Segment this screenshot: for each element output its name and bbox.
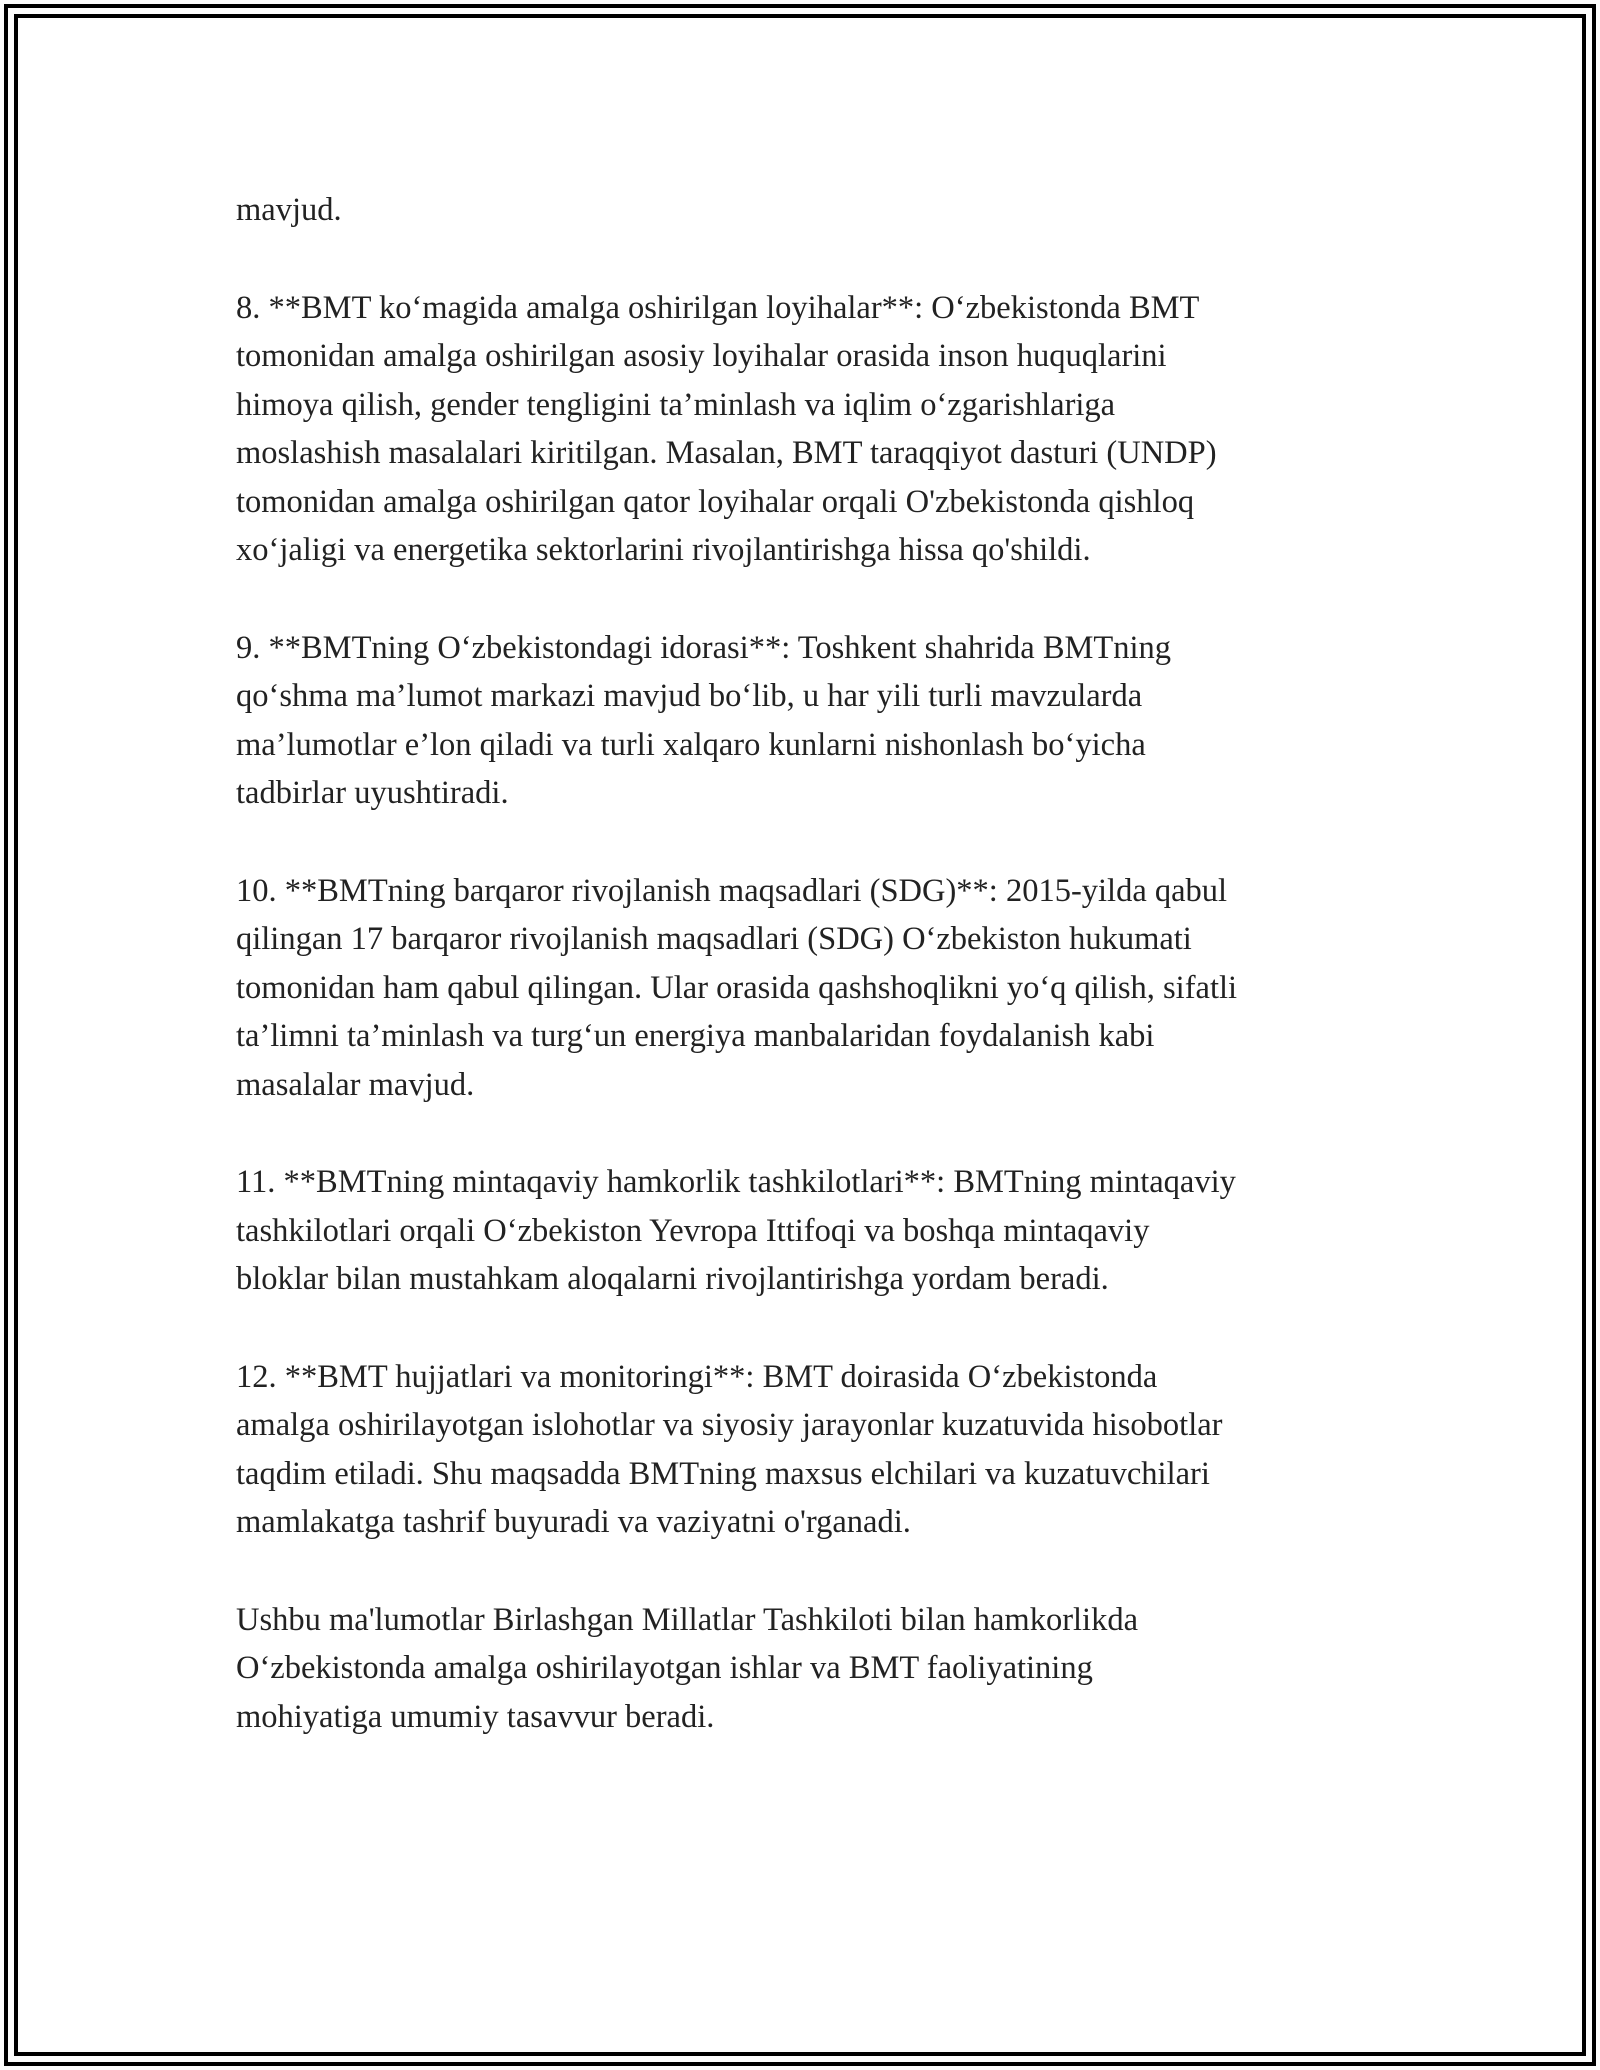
paragraph-item-10: 10. **BMTning barqaror rivojlanish maqsadlari (SDG)**: 2015-yilda qabul qilingan 17 barqaror rivojlanish maqsadlari (SDG) O‘zbekiston hukumati tomonidan ham qabul qilingan. Ular orasida qashshoqlikni yo‘q qilish, sifatli ta’limni ta’minlash va turg‘un energiya manbalaridan foydalanish kabi masalalar mavjud. — [236, 872, 1238, 1103]
paragraph-continuation: mavjud. — [236, 192, 342, 228]
paragraph-item-11: 11. **BMTning mintaqaviy hamkorlik tashkilotlari**: BMTning mintaqaviy tashkilotlari orqali O‘zbekiston Yevropa Ittifoqi va boshqa mintaqaviy bloklar bilan mustahkam aloqalarni rivojlantirishga yordam beradi. — [236, 1164, 1236, 1297]
paragraph-item-9: 9. **BMTning O‘zbekistondagi idorasi**: Toshkent shahrida BMTning qo‘shma ma’lumot markazi mavjud bo‘lib, u har yili turli mavzularda ma’lumotlar e’lon qiladi va turli xalqaro kunlarni nishonlash bo‘yicha tadbirlar uyushtiradi. — [236, 629, 1172, 811]
document-body — [236, 186, 1396, 1790]
paragraph-conclusion: Ushbu ma'lumotlar Birlashgan Millatlar Tashkiloti bilan hamkorlikda O‘zbekistonda amalga oshirilayotgan ishlar va BMT faoliyatining mohiyatiga umumiy tasavvur beradi. — [236, 1601, 1139, 1735]
paragraph-item-12: 12. **BMT hujjatlari va monitoringi**: BMT doirasida O‘zbekistonda amalga oshirilayotgan islohotlar va siyosiy jarayonlar kuzatuvida hisobotlar taqdim etiladi. Shu maqsadda BMTning maxsus elchilari va kuzatuvchilari mamlakatga tashrif buyuradi va vaziyatni o'rganadi. — [236, 1358, 1223, 1540]
paragraph-item-8: 8. **BMT ko‘magida amalga oshirilgan loyihalar**: O‘zbekistonda BMT tomonidan amalga oshirilgan asosiy loyihalar orasida inson huquqlarini himoya qilish, gender tengligini ta’minlash va iqlim o‘zgarishlariga moslashish masalalari kiritilgan. Masalan, BMT taraqqiyot dasturi (UNDP) tomonidan amalga oshirilgan qator loyihalar orqali O'zbekistonda qishloq xo‘jaligi va energetika sektorlarini rivojlantirishga hissa qo'shildi. — [236, 289, 1217, 568]
